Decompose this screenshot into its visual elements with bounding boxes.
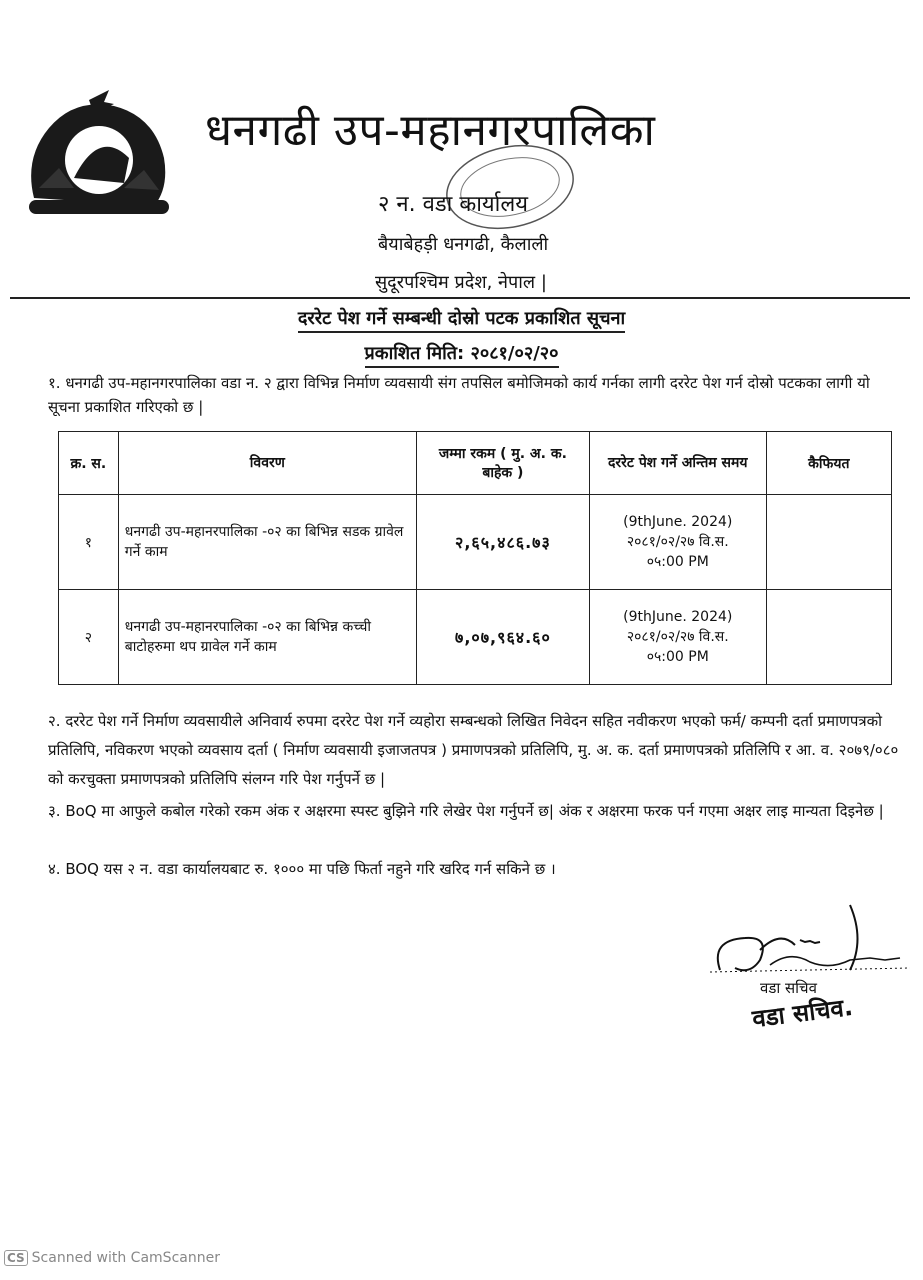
notice-date [0, 341, 923, 365]
paragraph-3: ३. BoQ मा आफुले कबोल गरेको रकम अंक र अक्षरमा स्पस्ट बुझिने गरि लेखेर पेश गर्नुपर्ने छ| अंक र अक्षरमा फरक पर्न गएमा अक्षर लाइ मान्यता दिइनेछ | [48, 802, 884, 820]
notice-title [0, 306, 923, 330]
row-sn: १ [59, 495, 119, 590]
header-sn: क्र. स. [59, 432, 119, 495]
signature-stamp-title: वडा सचिव. [750, 992, 855, 1034]
scanner-text: Scanned with CamScanner [31, 1250, 220, 1266]
scanner-watermark [4, 1250, 220, 1266]
row-amount: ७,०७,९६४.६० [416, 590, 589, 685]
row-deadline [589, 495, 766, 590]
table-header-row [59, 432, 892, 495]
paragraph-2: २. दररेट पेश गर्ने निर्माण व्यवसायीले अनिवार्य रुपमा दररेट पेश गर्ने व्यहोरा सम्बन्धको लिखित निवेदन सहित नवीकरण भएको फर्म/ कम्पनी दर्ता प्रमाणपत्रको प्रतिलिपि, नविकरण भएको व्यवसाय दर्ता ( निर्माण व्यवसायी इजाजतपत्र ) प्रमाणपत्रको प्रतिलिपि, मु. अ. क. दर्ता प्रमाणपत्रको प्रतिलिपि र आ. व. २०७९/०८० को करचुक्ता प्रमाणपत्रको प्रतिलिपि संलग्न गरि पेश गर्नुपर्ने छ | [48, 712, 899, 788]
address-line-1: बैयाबेहड़ी धनगढी, कैलाली [378, 234, 549, 255]
table-row [59, 590, 892, 685]
header-description: विवरण [118, 432, 416, 495]
ward-office-name: २ न. वडा कार्यालय [378, 192, 529, 217]
bid-table [58, 431, 892, 685]
row-remarks [766, 495, 891, 590]
deadline-time: ०५:00 PM [646, 554, 709, 570]
notice-date-text: प्रकाशित मिति: २०८१/०२/२० [365, 343, 559, 368]
row-deadline [589, 590, 766, 685]
deadline-nepali-date: २०८१/०२/२७ वि.स. [626, 534, 729, 550]
header-remarks: कैफियत [766, 432, 891, 495]
table-row [59, 495, 892, 590]
row-amount: २,६५,४८६.७३ [416, 495, 589, 590]
camscanner-badge-icon: CS [4, 1250, 28, 1266]
deadline-english-date: (9thJune. 2024) [623, 514, 733, 530]
deadline-time: ०५:00 PM [646, 649, 709, 665]
paragraph-4: ४. BOQ यस २ न. वडा कार्यालयबाट रु. १००० मा पछि फिर्ता नहुने गरि खरिद गर्न सकिने छ । [48, 860, 556, 878]
paragraph-1: १. धनगढी उप-महानगरपालिका वडा न. २ द्वारा विभिन्न निर्माण व्यवसायी संग तपसिल बमोजिमको कार्य गर्नका लागी दररेट पेश गर्न दोस्रो पटकका लागी यो सूचना प्रकाशित गरिएको छ | [48, 374, 870, 416]
signature-label: वडा सचिव [760, 979, 817, 997]
notice-title-text: दररेट पेश गर्ने सम्बन्धी दोस्रो पटक प्रकाशित सूचना [298, 308, 625, 333]
office-stamp-seal [440, 142, 580, 232]
header-deadline: दररेट पेश गर्ने अन्तिम समय [589, 432, 766, 495]
header-amount: जम्मा रकम ( मु. अ. क. बाहेक ) [416, 432, 589, 495]
deadline-english-date: (9thJune. 2024) [623, 609, 733, 625]
header-divider [10, 297, 910, 299]
row-remarks [766, 590, 891, 685]
office-name: धनगढी उप-महानगरपालिका [205, 105, 656, 156]
deadline-nepali-date: २०८१/०२/२७ वि.स. [626, 629, 729, 645]
nepal-emblem-logo [14, 88, 174, 228]
row-sn: २ [59, 590, 119, 685]
row-description: धनगढी उप-महानरपालिका -०२ का बिभिन्न कच्ची बाटोहरुमा थप ग्रावेल गर्ने काम [118, 590, 416, 685]
row-description: धनगढी उप-महानरपालिका -०२ का बिभिन्न सडक ग्रावेल गर्ने काम [118, 495, 416, 590]
address-line-2: सुदूरपश्चिम प्रदेश, नेपाल | [375, 272, 547, 293]
